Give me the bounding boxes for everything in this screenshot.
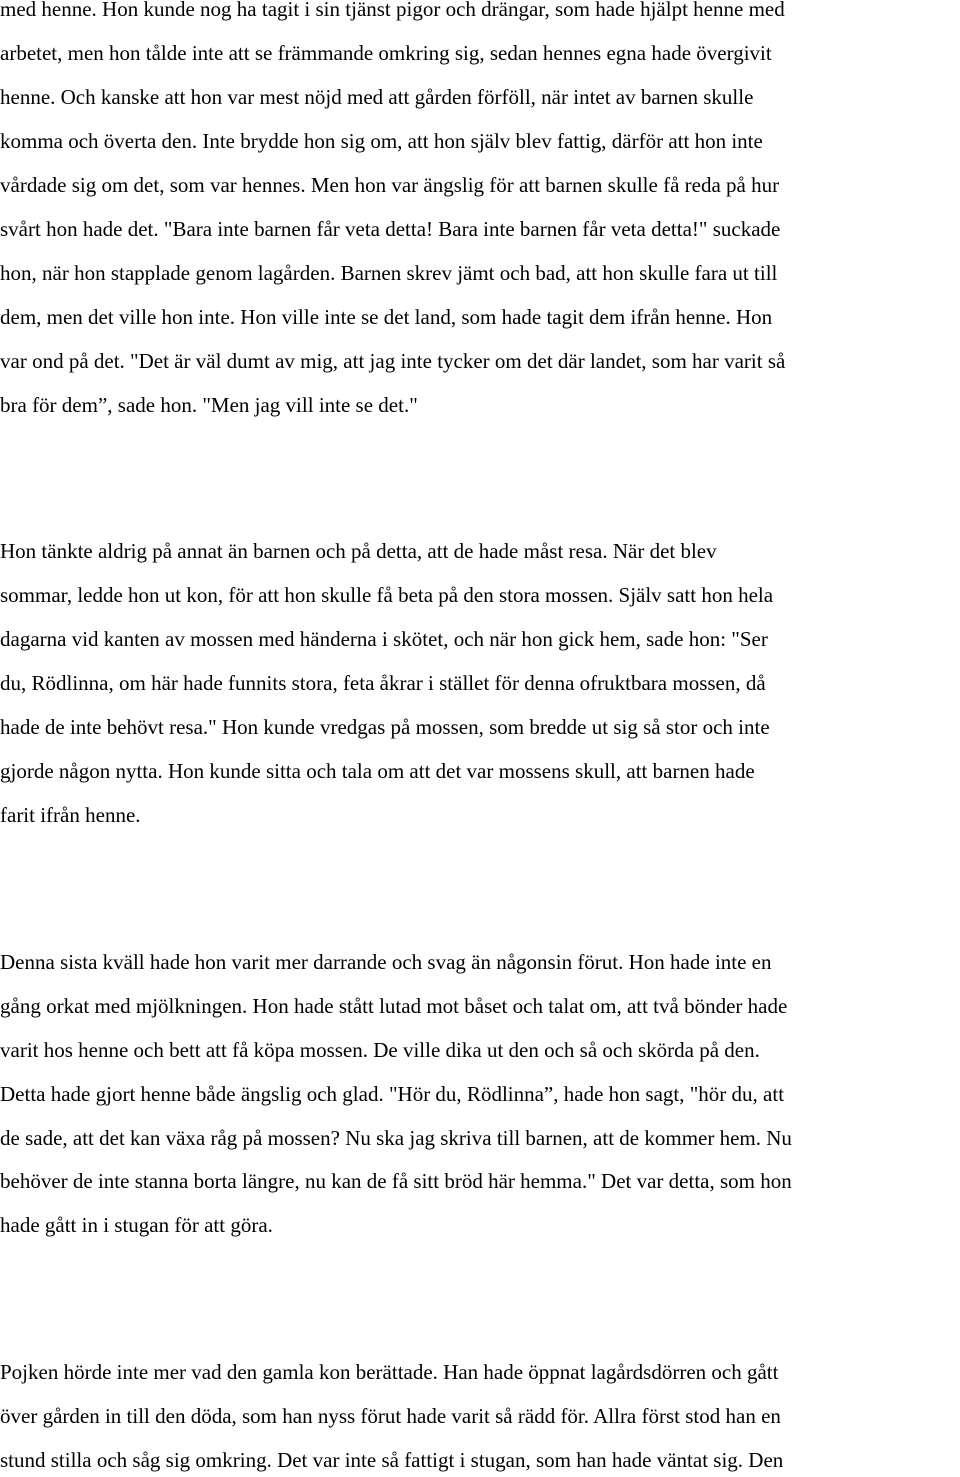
text-line: Hon tänkte aldrig på annat än barnen och på detta, att de hade måst resa. När det blev	[0, 539, 717, 563]
text-line: stund stilla och såg sig omkring. Det var inte så fattigt i stugan, som han hade väntat sig. Den	[0, 1448, 784, 1472]
text-line: bra för dem”, sade hon. "Men jag vill inte se det."	[0, 393, 418, 417]
text-line: dagarna vid kanten av mossen med händerna i skötet, och när hon gick hem, sade hon: "Ser	[0, 627, 768, 651]
text-line: med henne. Hon kunde nog ha tagit i sin tjänst pigor och drängar, som hade hjälpt henne med	[0, 0, 785, 21]
text-line: över gården in till den döda, som han nyss förut hade varit så rädd för. Allra först stod han en	[0, 1404, 781, 1428]
text-line: gjorde någon nytta. Hon kunde sitta och tala om att det var mossens skull, att barnen hade	[0, 759, 755, 783]
text-line: komma och överta den. Inte brydde hon sig om, att hon själv blev fattig, därför att hon inte	[0, 129, 763, 153]
text-line: du, Rödlinna, om här hade funnits stora, feta åkrar i stället för denna ofruktbara mossen, då	[0, 671, 766, 695]
text-line: hon, när hon stapplade genom lagården. Barnen skrev jämt och bad, att hon skulle fara ut till	[0, 261, 778, 285]
text-line: arbetet, men hon tålde inte att se främmande omkring sig, sedan hennes egna hade övergivit	[0, 41, 772, 65]
text-line: de sade, att det kan växa råg på mossen? Nu ska jag skriva till barnen, att de kommer hem. Nu	[0, 1126, 792, 1150]
text-line: dem, men det ville hon inte. Hon ville inte se det land, som hade tagit dem ifrån henne. Hon	[0, 305, 773, 329]
text-line: Denna sista kväll hade hon varit mer darrande och svag än någonsin förut. Hon hade inte en	[0, 950, 772, 974]
text-line: gång orkat med mjölkningen. Hon hade stått lutad mot båset och talat om, att två bönder hade	[0, 994, 788, 1018]
text-line: hade gått in i stugan för att göra.	[0, 1213, 273, 1237]
text-line: sommar, ledde hon ut kon, för att hon skulle få beta på den stora mossen. Själv satt hon hela	[0, 583, 774, 607]
text-line: svårt hon hade det. "Bara inte barnen får veta detta! Bara inte barnen får veta detta!" suckade	[0, 217, 781, 241]
text-line: vårdade sig om det, som var hennes. Men hon var ängslig för att barnen skulle få reda på hur	[0, 173, 780, 197]
text-line: behöver de inte stanna borta längre, nu kan de få sitt bröd här hemma." Det var detta, som hon	[0, 1169, 792, 1193]
text-line: Pojken hörde inte mer vad den gamla kon berättade. Han hade öppnat lagårdsdörren och gått	[0, 1360, 779, 1384]
text-line: var ond på det. "Det är väl dumt av mig, att jag inte tycker om det där landet, som har varit så	[0, 349, 786, 373]
text-line: varit hos henne och bett att få köpa mossen. De ville dika ut den och så och skörda på den.	[0, 1038, 760, 1062]
text-line: farit ifrån henne.	[0, 803, 141, 827]
text-line: henne. Och kanske att hon var mest nöjd med att gården förföll, när intet av barnen skulle	[0, 85, 754, 109]
text-line: Detta hade gjort henne både ängslig och glad. "Hör du, Rödlinna”, hade hon sagt, "hör du, att	[0, 1082, 785, 1106]
text-line: hade de inte behövt resa." Hon kunde vredgas på mossen, som bredde ut sig så stor och inte	[0, 715, 770, 739]
